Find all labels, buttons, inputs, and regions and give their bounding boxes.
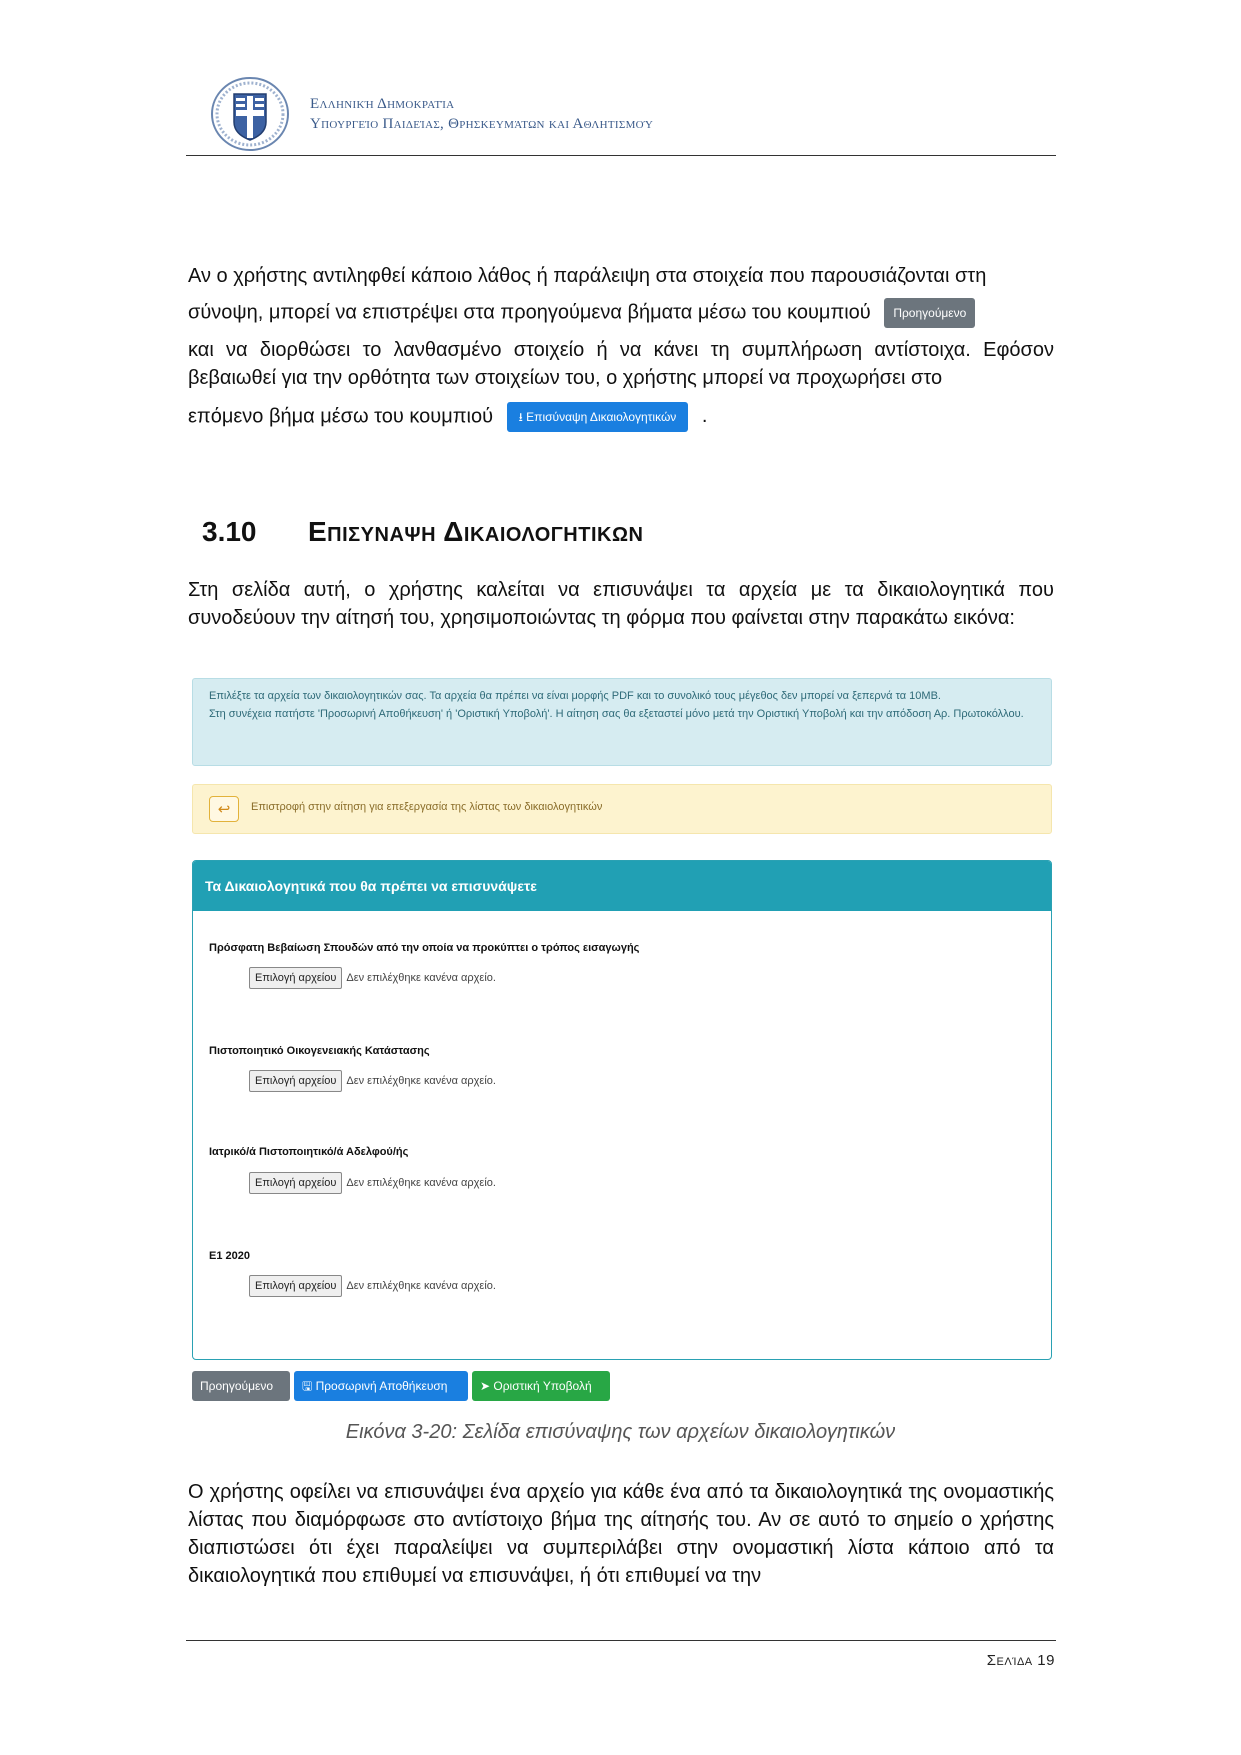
doc-title-3: Ιατρικό/ά Πιστοποιητικό/ά Αδελφού/ής [209, 1146, 409, 1158]
final-submit-button[interactable] [472, 1371, 610, 1401]
closing-paragraph: Ο χρήστης οφείλει να επισυνάψει ένα αρχείο για κάθε ένα από τα δικαιολογητικά της ονομαστικής λίστας που διαμόρφωσε στο αντίστοιχο βήμα της αίτησής του. Αν σε αυτό το σημείο ο χρήστης διαπιστώσει ότι έχει παραλείψει να συμπεριλάβει στην ονομαστική λίστα κάποιο από τα δικαιολογητικά που επιθυμεί να επισυνάψει, ή ότι επιθυμεί να την [188, 1481, 1054, 1587]
temporary-save-button[interactable] [294, 1371, 468, 1401]
footer-rule [186, 1640, 1056, 1641]
intro-line-3: και να διορθώσει το λανθασμένο στοιχείο ή να κάνει τη συμπλήρωση αντίστοιχα. Εφόσον βεβαιωθεί για την ορθότητα των στοιχείων του, ο χρήστης μπορεί να προχωρήσει στο [188, 339, 1054, 389]
inline-attach-button [507, 402, 689, 432]
file-row-3 [249, 1172, 496, 1194]
choose-file-button-1[interactable]: Επιλογή αρχείου [249, 967, 342, 989]
page-number: Σελίδα 19 [986, 1652, 1055, 1669]
choose-file-button-2[interactable]: Επιλογή αρχείου [249, 1070, 342, 1092]
section-title: Επισυναψη Δικαιολογητικων [308, 516, 644, 547]
figure-caption: Εικόνα 3-20: Σελίδα επισύναψης των αρχείων δικαιολογητικών [345, 1421, 896, 1443]
intro-line-2 [188, 298, 1054, 328]
header-line-1: Ελληνική Δημοκρατία [310, 96, 455, 112]
ministry-name [310, 94, 653, 134]
no-file-text-3: Δεν επιλέχθηκε κανένα αρχείο. [346, 1177, 496, 1189]
return-arrow-icon[interactable]: ↩ [209, 796, 239, 822]
choose-file-button-3[interactable]: Επιλογή αρχείου [249, 1172, 342, 1194]
section-intro: Στη σελίδα αυτή, ο χρήστης καλείται να επισυνάψει τα αρχεία με τα δικαιολογητικά που συνοδεύουν την αίτησή του, χρησιμοποιώντας τη φόρμα που φαίνεται στην παρακάτω εικόνα: [188, 579, 1054, 629]
intro-line-4 [188, 402, 1054, 432]
temporary-save-label: Προσωρινή Αποθήκευση [315, 1379, 448, 1393]
file-row-1 [249, 967, 496, 989]
intro-line-2-text: σύνοψη, μπορεί να επιστρέψει στα προηγούμενα βήματα μέσω του κουμπιού [188, 301, 871, 324]
file-row-2 [249, 1070, 496, 1092]
documents-panel [192, 860, 1052, 1360]
section-heading [202, 516, 643, 548]
return-alert-text: Επιστροφή στην αίτηση για επεξεργασία της λίστας των δικαιολογητικών [251, 801, 603, 813]
info-alert [192, 678, 1052, 766]
inline-attach-button-label: Επισύναψη Δικαιολογητικών [526, 410, 677, 424]
doc-title-2: Πιστοποιητικό Οικογενειακής Κατάστασης [209, 1045, 430, 1057]
intro-line-1: Αν ο χρήστης αντιληφθεί κάποιο λάθος ή παράλειψη στα στοιχεία που παρουσιάζονται στη [188, 265, 987, 287]
previous-button[interactable]: Προηγούμενο [192, 1371, 290, 1401]
greek-emblem-icon [210, 76, 290, 152]
intro-line-4-text: επόμενο βήμα μέσω του κουμπιού [188, 405, 494, 428]
send-icon: ➤ [480, 1379, 494, 1393]
inline-previous-button: Προηγούμενο [884, 298, 975, 328]
no-file-text-2: Δεν επιλέχθηκε κανένα αρχείο. [346, 1075, 496, 1087]
final-submit-label: Οριστική Υποβολή [493, 1379, 592, 1393]
no-file-text-4: Δεν επιλέχθηκε κανένα αρχείο. [346, 1280, 496, 1292]
doc-title-1: Πρόσφατη Βεβαίωση Σπουδών από την οποία να προκύπτει ο τρόπος εισαγωγής [209, 942, 640, 954]
save-icon: 🖫 [302, 1379, 316, 1393]
document-header [186, 76, 1056, 156]
file-row-4 [249, 1275, 496, 1297]
doc-title-4: Ε1 2020 [209, 1250, 250, 1262]
return-alert [192, 784, 1052, 834]
intro-line-4-end: . [701, 405, 708, 428]
header-rule [186, 155, 1056, 156]
info-text-2: Στη συνέχεια πατήστε 'Προσωρινή Αποθήκευση' ή 'Οριστική Υποβολή'. Η αίτηση σας θα εξεταστεί μόνο μετά την Οριστική Υποβολή και την απόδοση Αρ. Πρωτοκόλλου. [209, 708, 1024, 720]
no-file-text-1: Δεν επιλέχθηκε κανένα αρχείο. [346, 972, 496, 984]
info-text-1: Επιλέξτε τα αρχεία των δικαιολογητικών σας. Τα αρχεία θα πρέπει να είναι μορφής PDF και το συνολικό τους μέγεθος δεν μπορεί να ξεπερνά τα 10MB. [209, 690, 941, 702]
header-line-2: Υπουργείο Παιδείας, Θρησκευμάτων και Αθλητισμού [310, 116, 654, 132]
choose-file-button-4[interactable]: Επιλογή αρχείου [249, 1275, 342, 1297]
panel-title: Τα Δικαιολογητικά που θα πρέπει να επισυνάψετε [193, 861, 1051, 911]
upload-icon: ⭳ [518, 410, 527, 424]
section-number: 3.10 [202, 516, 257, 547]
